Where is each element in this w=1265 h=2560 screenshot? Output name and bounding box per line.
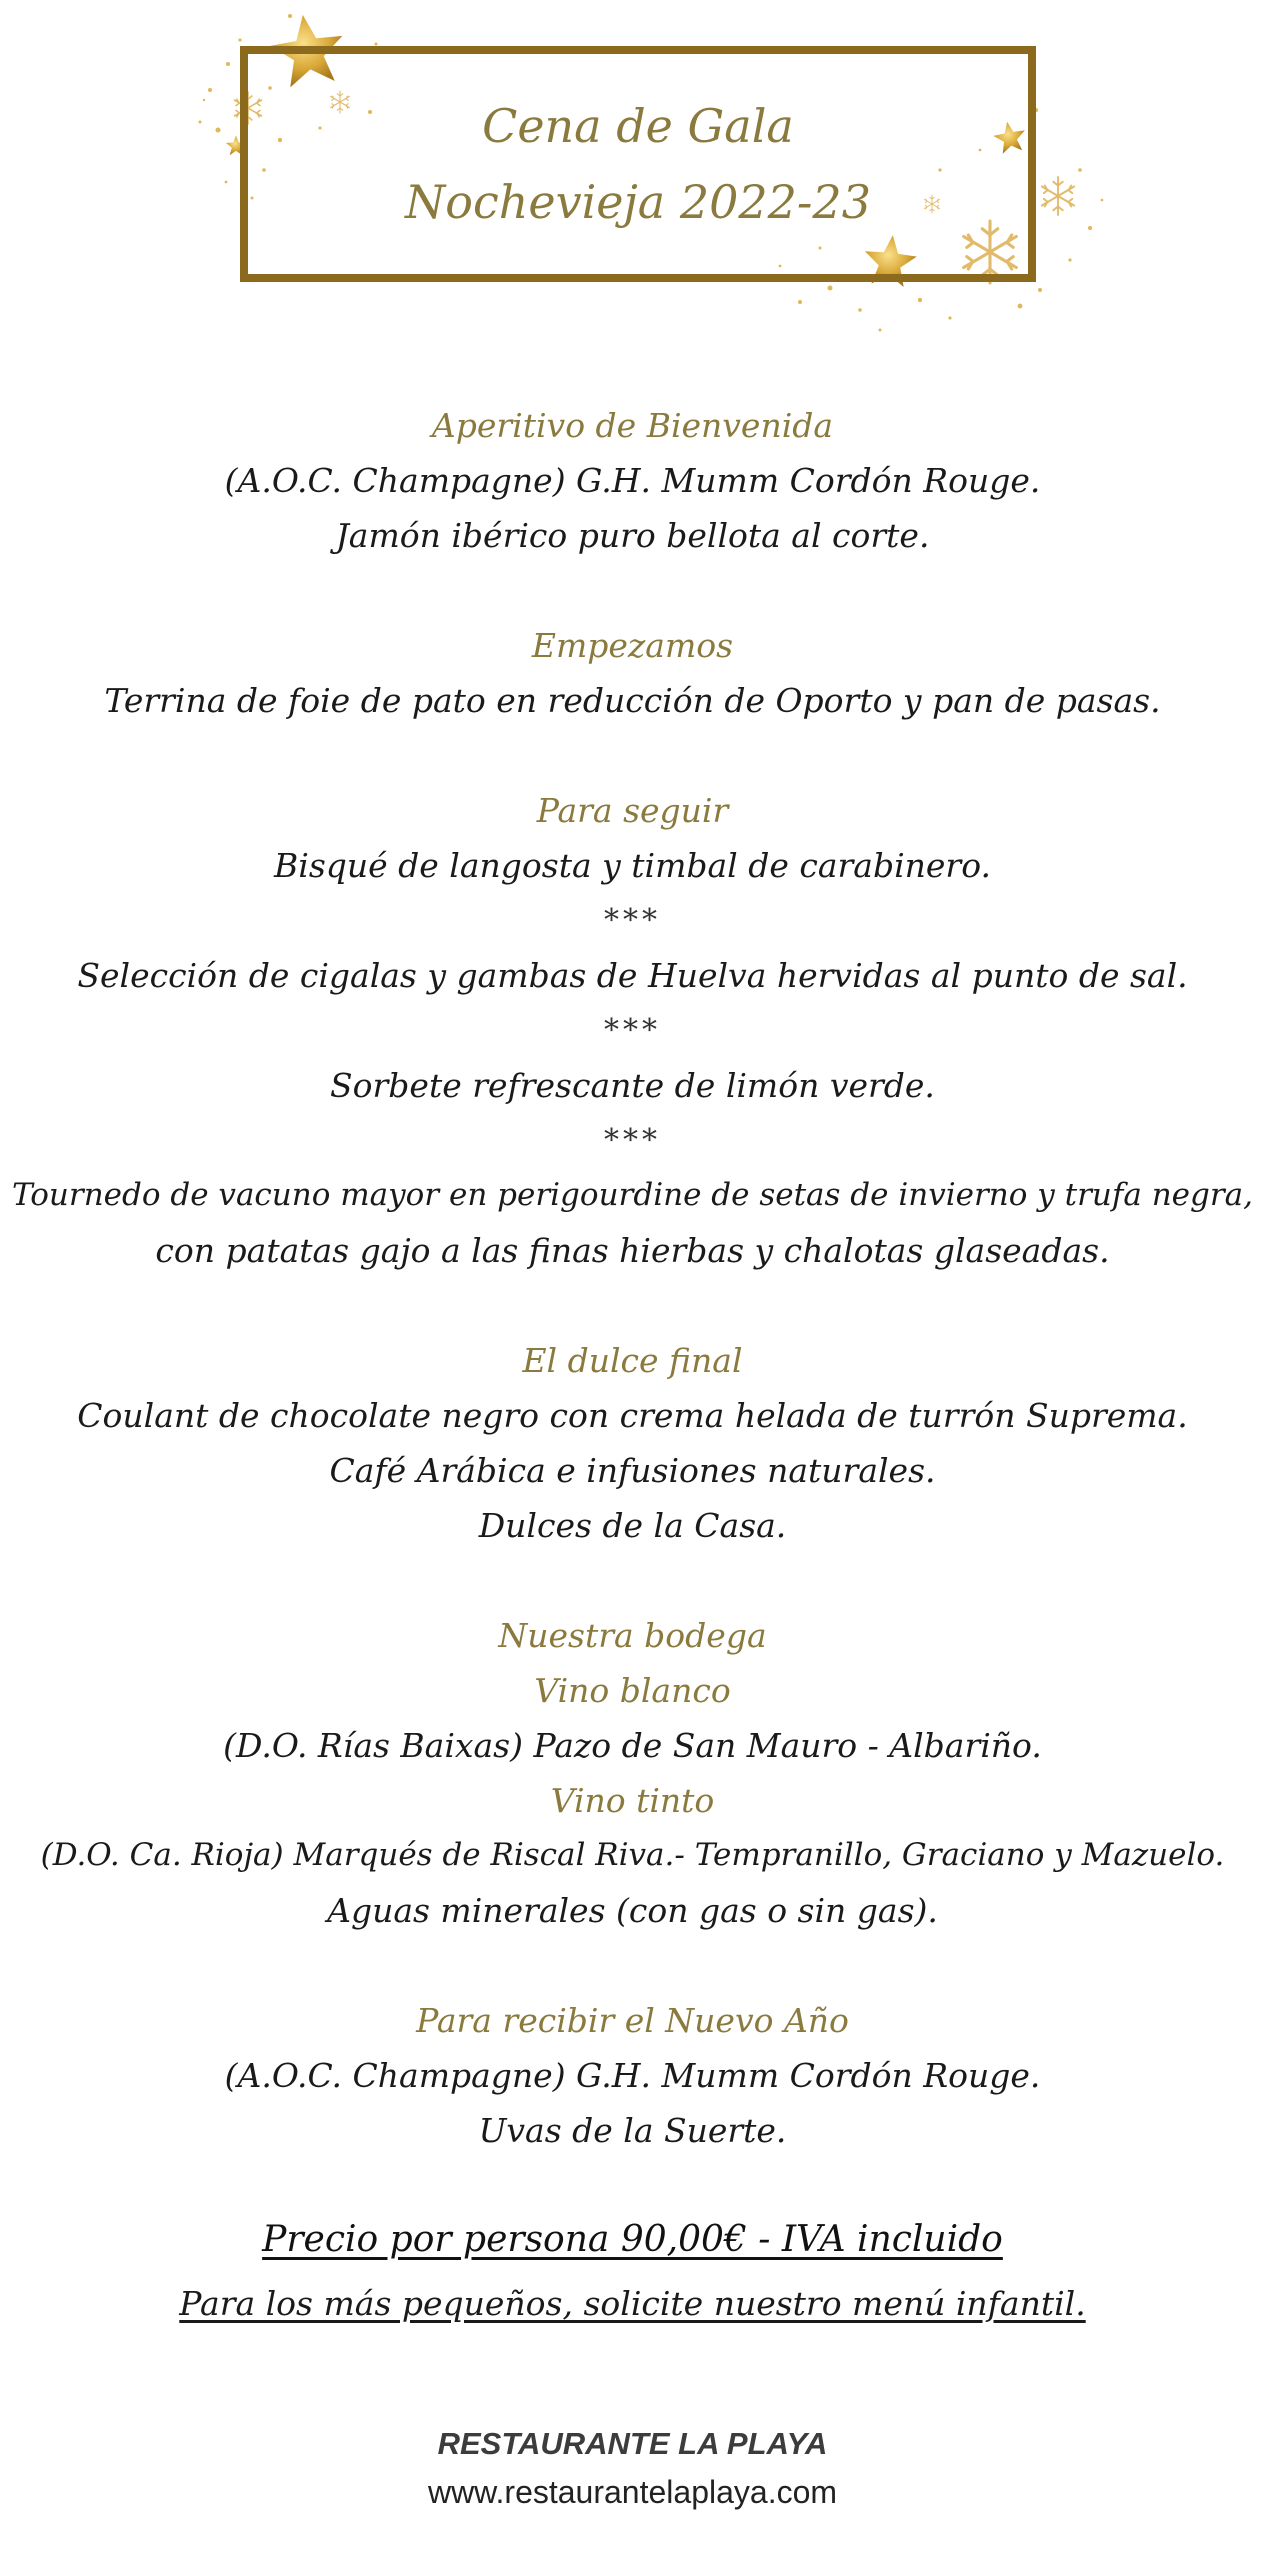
menu-item: Sorbete refrescante de limón verde. — [330, 1066, 935, 1105]
menu-item: con patatas gajo a las finas hierbas y chalotas glaseadas. — [155, 1231, 1110, 1270]
menu-item: Selección de cigalas y gambas de Huelva hervidas al punto de sal. — [77, 956, 1188, 995]
menu-item: (D.O. Ca. Rioja) Marqués de Riscal Riva.- Tempranillo, Graciano y Mazuelo. — [40, 1837, 1225, 1873]
separator: *** — [604, 903, 661, 938]
restaurant-name: RESTAURANTE LA PLAYA — [437, 2426, 828, 2461]
section-heading-welcome: Aperitivo de Bienvenida — [431, 406, 834, 445]
separator: *** — [604, 1013, 661, 1048]
section-heading-starters: Empezamos — [531, 626, 734, 665]
title-line-2: Nochevieja 2022-23 — [405, 175, 871, 229]
menu-body — [0, 398, 1265, 2158]
menu-item: Dulces de la Casa. — [478, 1506, 787, 1545]
section-heading-dessert: El dulce final — [522, 1341, 743, 1380]
price-per-person: Precio por persona 90,00€ - IVA incluido — [262, 2219, 1003, 2260]
pricing — [0, 2208, 1265, 2336]
menu-item: Aguas minerales (con gas o sin gas). — [327, 1891, 938, 1930]
kids-menu-note: Para los más pequeños, solicite nuestro menú infantil. — [179, 2284, 1086, 2323]
menu-item: Coulant de chocolate negro con crema helada de turrón Suprema. — [77, 1396, 1188, 1435]
website-link[interactable]: www.restaurantelaplaya.com — [427, 2474, 838, 2510]
separator: *** — [604, 1123, 661, 1158]
spacer — [0, 728, 1265, 783]
page-title — [240, 88, 1036, 240]
spacer — [0, 1553, 1265, 1608]
spacer — [0, 1938, 1265, 1993]
section-heading-mains: Para seguir — [536, 791, 729, 830]
menu-item: (A.O.C. Champagne) G.H. Mumm Cordón Rouge. — [224, 461, 1041, 500]
menu-item: Bisqué de langosta y timbal de carabinero. — [274, 846, 991, 885]
section-heading-cellar: Nuestra bodega — [498, 1616, 767, 1655]
spacer — [0, 1278, 1265, 1333]
snowflake-icon — [1042, 177, 1074, 215]
title-line-1: Cena de Gala — [482, 99, 794, 153]
menu-item: Jamón ibérico puro bellota al corte. — [335, 516, 930, 555]
spacer — [0, 563, 1265, 618]
menu-item: Café Arábica e infusiones naturales. — [329, 1451, 936, 1490]
menu-item: Tournedo de vacuno mayor en perigourdine de setas de invierno y trufa negra, — [12, 1177, 1253, 1213]
menu-item: Uvas de la Suerte. — [478, 2111, 787, 2150]
subheading-white-wine: Vino blanco — [534, 1671, 731, 1710]
menu-item: (D.O. Rías Baixas) Pazo de San Mauro - Albariño. — [223, 1726, 1042, 1765]
section-heading-new-year: Para recibir el Nuevo Año — [416, 2001, 849, 2040]
menu-item: (A.O.C. Champagne) G.H. Mumm Cordón Rouge. — [224, 2056, 1041, 2095]
menu-item: Terrina de foie de pato en reducción de Oporto y pan de pasas. — [104, 681, 1161, 720]
footer — [0, 2420, 1265, 2516]
subheading-red-wine: Vino tinto — [550, 1781, 715, 1820]
